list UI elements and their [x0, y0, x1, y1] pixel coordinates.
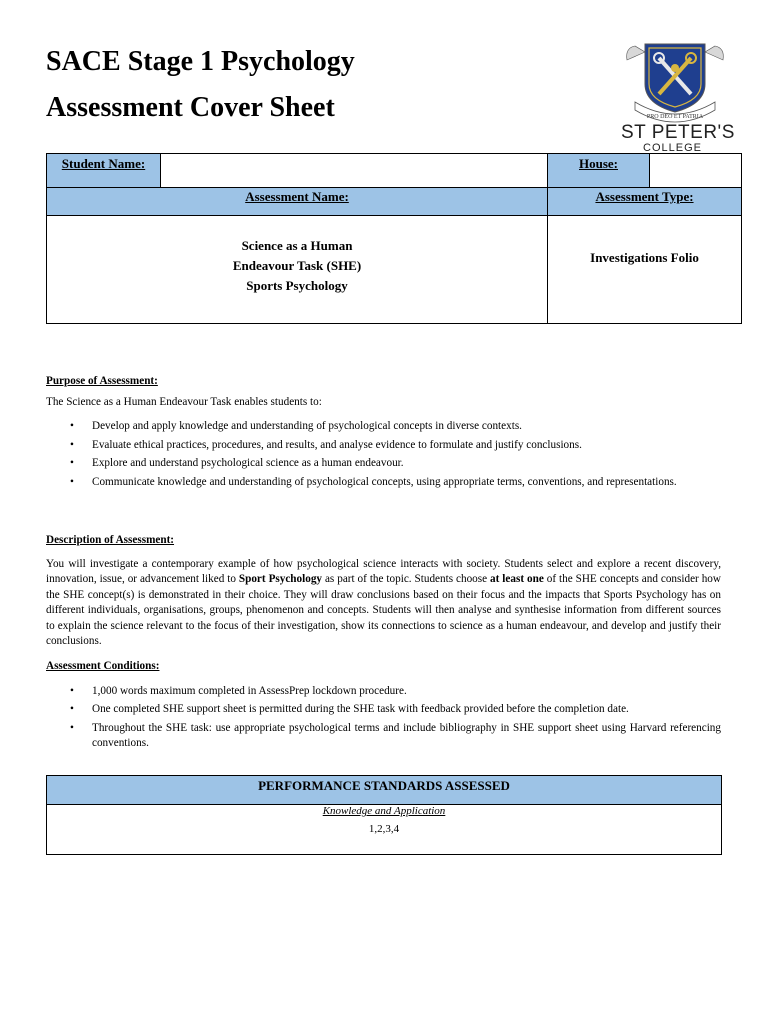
purpose-list: [46, 419, 721, 490]
conditions-list: [46, 684, 721, 752]
performance-cell: [47, 805, 722, 855]
assessment-name-value: [47, 216, 548, 324]
description-text: You will investigate a contemporary example of how psychological science interacts with society. Students select and explore a recent discovery, innovation, issue, or advancement liked to Sport Psychology as part of the topic. Students choose at least one of the SHE concepts and consider how the SHE concept(s) is demonstrated in their choice. They will draw conclusions based on their focus and the impacts that Sports Psychology has on different individuals, organisations, groups, phenomenon and concepts. Students will then analyse and synthesise information from different sources to explain the science relevant to the focus of their investigation, show its connections to science as a human endeavour, and develop and justify their conclusions.: [46, 557, 721, 647]
assessment-name-line: Science as a Human: [241, 238, 353, 253]
list-item: • Explore and understand psychological science as a human endeavour.: [46, 456, 721, 472]
college-logo: [615, 40, 735, 155]
list-item: • Throughout the SHE task: use appropriate psychological terms and include bibliography in SHE support sheet using Harvard referencing conventions.: [46, 721, 721, 752]
assessment-header-table: [46, 153, 742, 324]
assessment-name-line: Sports Psychology: [246, 278, 348, 293]
list-item: • One completed SHE support sheet is permitted during the SHE task with feedback provided before the completion date.: [46, 702, 721, 718]
assessment-type-value: Investigations Folio: [548, 216, 742, 324]
house-label: House:: [548, 154, 650, 188]
page-title: SACE Stage 1 Psychology: [46, 46, 355, 77]
description-section: [46, 533, 721, 650]
conditions-section: [46, 659, 721, 755]
college-crest-icon: [615, 40, 735, 130]
performance-standards-table: [46, 775, 722, 855]
highlight-sport-psychology: Sport Psychology: [238, 573, 323, 585]
purpose-intro: The Science as a Human Endeavour Task enables students to:: [46, 395, 322, 408]
student-name-label: Student Name:: [47, 154, 161, 188]
assessment-name-label: Assessment Name:: [47, 188, 548, 216]
assessment-type-label: Assessment Type:: [548, 188, 742, 216]
purpose-section: [46, 374, 721, 493]
purpose-heading: Purpose of Assessment:: [46, 375, 158, 387]
description-heading: Description of Assessment:: [46, 534, 175, 546]
conditions-heading: Assessment Conditions:: [46, 660, 160, 672]
college-name: ST PETER'S: [621, 122, 735, 143]
house-field[interactable]: [650, 154, 742, 188]
page-subtitle: Assessment Cover Sheet: [46, 92, 335, 123]
assessment-name-line: Endeavour Task (SHE): [232, 258, 362, 273]
list-item: • Develop and apply knowledge and understanding of psychological concepts in diverse contexts.: [46, 419, 721, 435]
student-name-field[interactable]: [161, 154, 548, 188]
performance-subheading: Knowledge and Application: [322, 805, 446, 817]
list-item: • Evaluate ethical practices, procedures, and results, and analyse evidence to formulate and justify conclusions.: [46, 438, 721, 454]
performance-heading: PERFORMANCE STANDARDS ASSESSED: [47, 776, 722, 805]
logo-motto: PRO DEO ET PATRIA: [646, 114, 704, 120]
highlight-at-least-one: at least one: [490, 573, 544, 585]
performance-values: 1,2,3,4: [368, 823, 400, 835]
college-sub: COLLEGE: [643, 142, 702, 154]
list-item: • 1,000 words maximum completed in AssessPrep lockdown procedure.: [46, 684, 721, 700]
list-item: • Communicate knowledge and understanding of psychological concepts, using appropriate terms, conventions, and representations.: [46, 475, 721, 491]
